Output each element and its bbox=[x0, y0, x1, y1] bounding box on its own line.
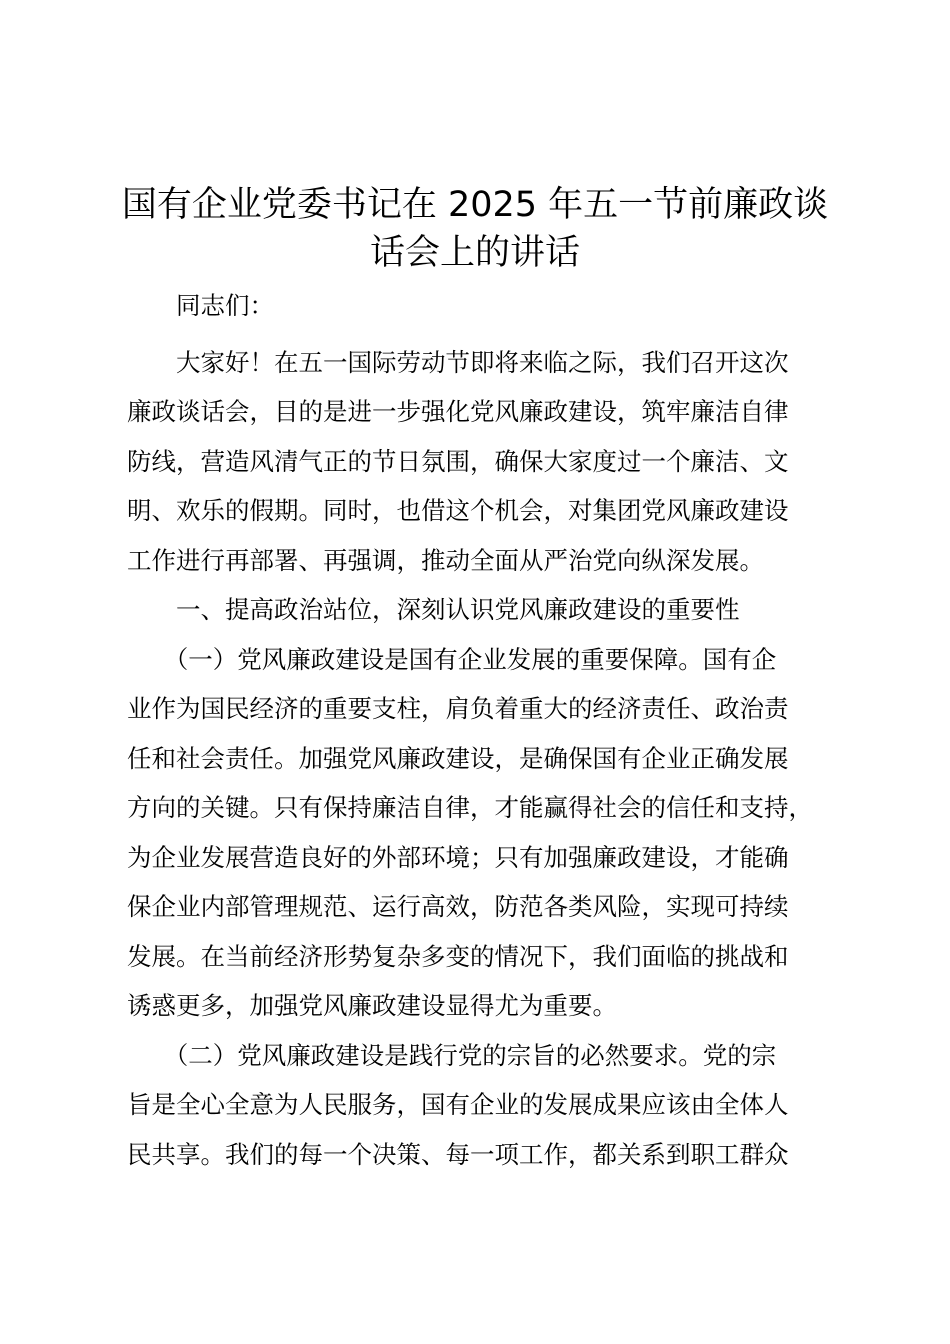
body-line: 业作为国民经济的重要支柱，肩负着重大的经济责任、政治责 bbox=[127, 694, 789, 723]
body-line: （二）党风廉政建设是践行党的宗旨的必然要求。党的宗 bbox=[127, 1040, 777, 1070]
body-line: 大家好！在五一国际劳动节即将来临之际，我们召开这次 bbox=[127, 347, 789, 377]
body-line: （一）党风廉政建设是国有企业发展的重要保障。国有企 bbox=[127, 644, 777, 674]
body-line: 明、欢乐的假期。同时，也借这个机会，对集团党风廉政建设 bbox=[127, 496, 789, 525]
title-line-2: 话会上的讲话 bbox=[369, 233, 580, 273]
title-line-1: 国有企业党委书记在 2025 年五一节前廉政谈 bbox=[121, 185, 829, 225]
body-line: 工作进行再部署、再强调，推动全面从严治党向纵深发展。 bbox=[127, 545, 764, 575]
document-title bbox=[118, 181, 832, 277]
body-line: 防线，营造风清气正的节日氛围，确保大家度过一个廉洁、文 bbox=[127, 446, 789, 476]
body-line: 保企业内部管理规范、运行高效，防范各类风险，实现可持续 bbox=[127, 892, 789, 921]
section-heading: 一、提高政治站位，深刻认识党风廉政建设的重要性 bbox=[127, 595, 740, 624]
document-body bbox=[127, 281, 833, 1179]
body-line: 任和社会责任。加强党风廉政建设，是确保国有企业正确发展 bbox=[127, 743, 789, 773]
body-line: 旨是全心全意为人民服务，国有企业的发展成果应该由全体人 bbox=[127, 1090, 789, 1119]
body-line: 诱惑更多，加强党风廉政建设显得尤为重要。 bbox=[127, 991, 617, 1020]
salutation: 同志们： bbox=[127, 291, 274, 320]
body-line: 发展。在当前经济形势复杂多变的情况下，我们面临的挑战和 bbox=[127, 941, 789, 971]
body-line: 廉政谈话会，目的是进一步强化党风廉政建设，筑牢廉洁自律 bbox=[127, 397, 789, 426]
body-line: 方向的关键。只有保持廉洁自律，才能赢得社会的信任和支持， bbox=[127, 793, 813, 822]
body-line: 为企业发展营造良好的外部环境；只有加强廉政建设，才能确 bbox=[127, 842, 789, 872]
body-line: 民共享。我们的每一个决策、每一项工作，都关系到职工群众 bbox=[127, 1139, 789, 1169]
paragraph-spacer bbox=[127, 331, 833, 338]
